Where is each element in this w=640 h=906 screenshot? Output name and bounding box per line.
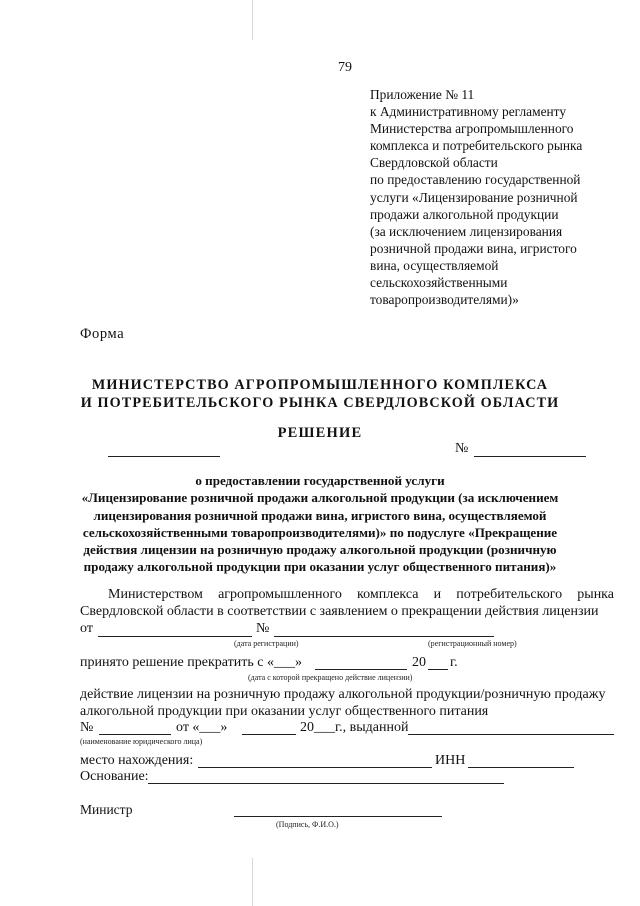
appendix-line: Свердловской области xyxy=(370,155,498,171)
registration-number-sign: № xyxy=(256,621,270,636)
location-label: место нахождения: xyxy=(80,753,194,768)
decision-title: РЕШЕНИЕ xyxy=(277,425,363,441)
license-number-sign: № xyxy=(80,720,94,735)
subject-line: продажу алкогольной продукции при оказании услуг общественного питания)» xyxy=(83,559,557,575)
para1-line1 xyxy=(108,587,614,603)
para1-word: рынка xyxy=(577,587,614,602)
license-year-text: 20___г., выданной xyxy=(300,720,409,735)
appendix-line: услуги «Лицензирование розничной xyxy=(370,189,578,205)
subject-line: лицензирования розничной продажи вина, игристого вина, осуществляемой xyxy=(93,507,547,523)
decision-number-sign: № xyxy=(455,441,469,456)
signature-field xyxy=(234,816,442,817)
decided-text: принято решение прекратить с «___» xyxy=(80,655,302,670)
page-number: 79 xyxy=(338,60,352,75)
ministry-title-line-1: МИНИСТЕРСТВО АГРОПРОМЫШЛЕННОГО КОМПЛЕКСА xyxy=(91,377,549,393)
para1-word: комплекса xyxy=(357,587,419,602)
appendix-line: к Административному регламенту xyxy=(370,104,567,120)
caption-termination-date: (дата с которой прекращено действие лицензии) xyxy=(248,673,413,682)
decision-number-field xyxy=(474,456,586,457)
basis-field xyxy=(148,783,504,784)
appendix-line: по предоставлению государственной xyxy=(370,172,581,188)
para1-line2: Свердловской области в соответствии с заявлением о прекращении действия лицензии xyxy=(80,604,599,619)
inn-label: ИНН xyxy=(435,753,466,768)
from-label: от xyxy=(80,621,93,636)
caption-legal-entity: (наименование юридического лица) xyxy=(80,737,203,746)
license-from-text: от «___» xyxy=(176,720,228,735)
registration-number-field xyxy=(274,636,494,637)
license-month-field xyxy=(242,734,296,735)
para3-line1: действие лицензии на розничную продажу алкогольной продукции/розничную продажу xyxy=(80,687,606,702)
termination-year-suffix: г. xyxy=(450,655,458,670)
subject-line: о предоставлении государственной услуги xyxy=(195,473,445,488)
para3-line2: алкогольной продукции при оказании услуг общественного питания xyxy=(80,704,489,719)
para1-word: агропромышленного xyxy=(218,587,342,602)
scan-artifact-line xyxy=(252,858,253,906)
subject-line: сельскохозяйственными товаропроизводителями)» по подуслуге «Прекращение xyxy=(82,524,558,540)
decision-date-field xyxy=(108,456,220,457)
para1-word: потребительского xyxy=(456,587,563,602)
appendix-line: Приложение № 11 xyxy=(370,87,475,102)
subject-line: «Лицензирование розничной продажи алкогольной продукции (за исключением xyxy=(81,490,559,506)
basis-label: Основание: xyxy=(80,769,149,784)
appendix-line: розничной продажи вина, игристого xyxy=(370,240,577,256)
scan-artifact-line xyxy=(252,0,253,40)
registration-date-field xyxy=(98,636,252,637)
form-label: Форма xyxy=(80,326,125,342)
appendix-line: комплекса и потребительского рынка xyxy=(370,138,583,154)
appendix-line: сельскохозяйственными xyxy=(370,275,508,291)
appendix-line: (за исключением лицензирования xyxy=(370,223,563,239)
appendix-line: вина, осуществляемой xyxy=(370,257,499,273)
caption-registration-date: (дата регистрации) xyxy=(234,639,299,648)
license-number-field xyxy=(99,734,171,735)
location-field xyxy=(198,767,432,768)
appendix-note xyxy=(370,86,582,308)
ministry-title-line-2: И ПОТРЕБИТЕЛЬСКОГО РЫНКА СВЕРДЛОВСКОЙ ОБЛАСТИ xyxy=(80,395,560,411)
para1-word: и xyxy=(433,587,442,602)
caption-signature: (Подпись, Ф.И.О.) xyxy=(276,820,339,829)
termination-date-field xyxy=(315,669,407,670)
license-issued-to-field xyxy=(408,734,614,735)
appendix-line: Министерства агропромышленного xyxy=(370,121,574,137)
inn-field xyxy=(468,767,574,768)
termination-year-prefix: 20 xyxy=(412,655,426,670)
decision-subject xyxy=(0,472,640,576)
appendix-line: товаропроизводителями)» xyxy=(370,292,519,308)
appendix-line: продажи алкогольной продукции xyxy=(370,206,559,222)
termination-year-field xyxy=(428,669,448,670)
subject-line: действия лицензии на розничную продажу алкогольной продукции (розничную xyxy=(83,542,557,558)
para1-word: Министерством xyxy=(108,587,203,602)
minister-label: Министр xyxy=(80,802,133,817)
caption-registration-number: (регистрационный номер) xyxy=(428,639,517,648)
